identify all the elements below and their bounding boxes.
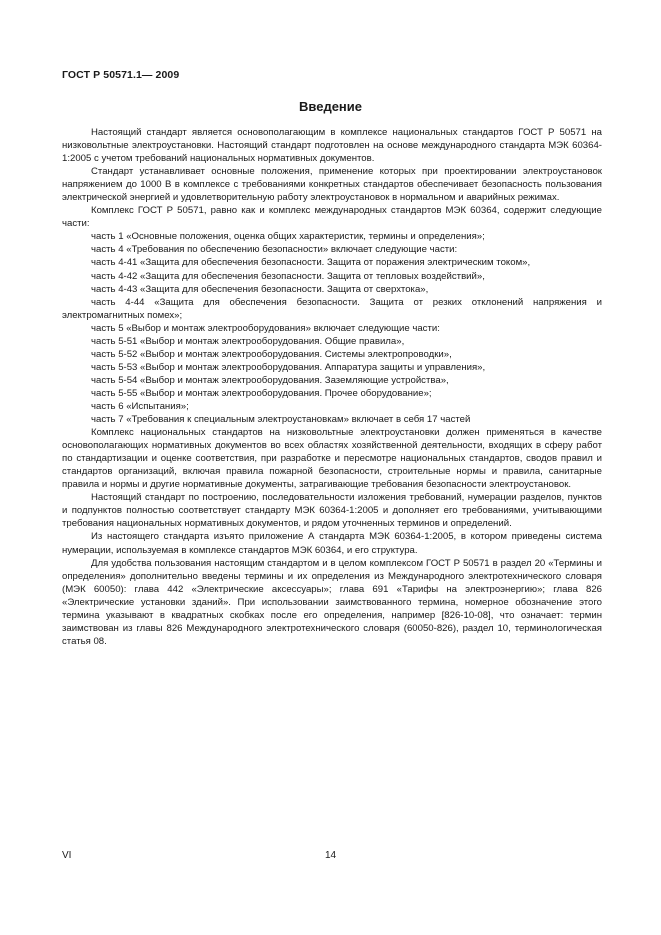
part-list-item: часть 4-43 «Защита для обеспечения безопасности. Защита от сверхтока», [91, 283, 429, 295]
part-list-item: часть 5-52 «Выбор и монтаж электрооборудования. Системы электропроводки», [91, 348, 452, 360]
part-list-item: часть 7 «Требования к специальным электроустановкам» включает в себя 17 частей [91, 414, 471, 426]
paragraph-structure: Настоящий стандарт по построению, последовательности изложения требований, нумерации разделов, пунктов и подпунктов полностью соответствует стандарту МЭК 60364-1:2005 и дополняет его требованиями, учитывающими требования национальных нормативных документов, и рядом уточненных терминов и определений. [62, 492, 602, 530]
section-title: Введение [299, 99, 362, 114]
standard-code: ГОСТ Р 50571.1— 2009 [62, 69, 180, 81]
part-list-item: часть 5 «Выбор и монтаж электрооборудования» включает следующие части: [91, 322, 440, 334]
paragraph-intro: Настоящий стандарт является основополагающим в комплексе национальных стандартов ГОСТ Р 50571 на низковольтные электроустановки. Настоящий стандарт подготовлен на основе международного стандарта МЭК 60364-1:2005 с учетом требований национальных нормативных документов. [62, 127, 602, 165]
part-list-item: часть 6 «Испытания»; [91, 400, 189, 412]
paragraph-parts-intro: Комплекс ГОСТ Р 50571, равно как и комплекс международных стандартов МЭК 60364, содержит следующие части: [62, 205, 602, 230]
part-list-item: часть 5-55 «Выбор и монтаж электрооборудования. Прочее оборудование»; [91, 387, 432, 399]
part-list-item: часть 4 «Требования по обеспечению безопасности» включает следующие части: [91, 244, 458, 256]
part-list-item: часть 1 «Основные положения, оценка общих характеристик, термины и определения»; [91, 231, 485, 243]
paragraph-annex-removed: Из настоящего стандарта изъято приложение А стандарта МЭК 60364-1:2005, в котором приведены система нумерации, используемая в комплексе стандартов МЭК 60364, и его структура. [62, 531, 602, 556]
document-body [62, 126, 602, 648]
part-list-item: часть 5-54 «Выбор и монтаж электрооборудования. Заземляющие устройства», [91, 374, 449, 386]
page-number: 14 [324, 850, 337, 861]
part-list-item: часть 4-44 «Защита для обеспечения безопасности. Защита от резких отклонений напряжения и электромагнитных помех»; [62, 296, 602, 321]
paragraph-application: Комплекс национальных стандартов на низковольтные электроустановки должен применяться в качестве основополагающих нормативных документов во всех областях хозяйственной деятельности, входящих в сферу работ по стандартизации и оценке соответствия, при разработке и пересмотре национальных стандартов, сводов правил и стандартов организаций, включая правила пожарной безопасности, строительные нормы и правила, санитарные правила и нормы и другие нормативные документы, затрагивающие требования безопасности электроустановок. [62, 427, 602, 491]
part-list-item: часть 5-51 «Выбор и монтаж электрооборудования. Общие правила», [91, 335, 405, 347]
part-list-item: часть 4-41 «Защита для обеспечения безопасности. Защита от поражения электрическим током», [91, 257, 531, 269]
paragraph-terms: Для удобства пользования настоящим стандартом и в целом комплексом ГОСТ Р 50571 в раздел 20 «Термины и определения» дополнительно введены термины и их определения из Международного электротехнического словаря (МЭК 60050): глава 442 «Электрические аксессуары»; глава 691 «Тарифы на электроэнергию»; глава 826 «Электрические установки зданий». При использовании заимствованного термина, номерное обозначение этого термина указывают в квадратных скобках после его определения, например [826-10-08], что означает: термин заимствован из главы 826 Международного электротехнического словаря (60050-826), раздел 10, терминологическая статья 08. [62, 557, 602, 647]
part-list-item: часть 4-42 «Защита для обеспечения безопасности. Защита от тепловых воздействий», [91, 270, 485, 282]
roman-page-number: VI [62, 850, 72, 861]
part-list-item: часть 5-53 «Выбор и монтаж электрооборудования. Аппаратура защиты и управления», [91, 361, 486, 373]
paragraph-scope: Стандарт устанавливает основные положения, применение которых при проектировании электроустановок напряжением до 1000 В в комплексе с требованиями конкретных стандартов обеспечивает безопасность пользования электрической энергией и удовлетворительную работу электроустановок в нормальном и аварийных режимах. [62, 166, 602, 204]
